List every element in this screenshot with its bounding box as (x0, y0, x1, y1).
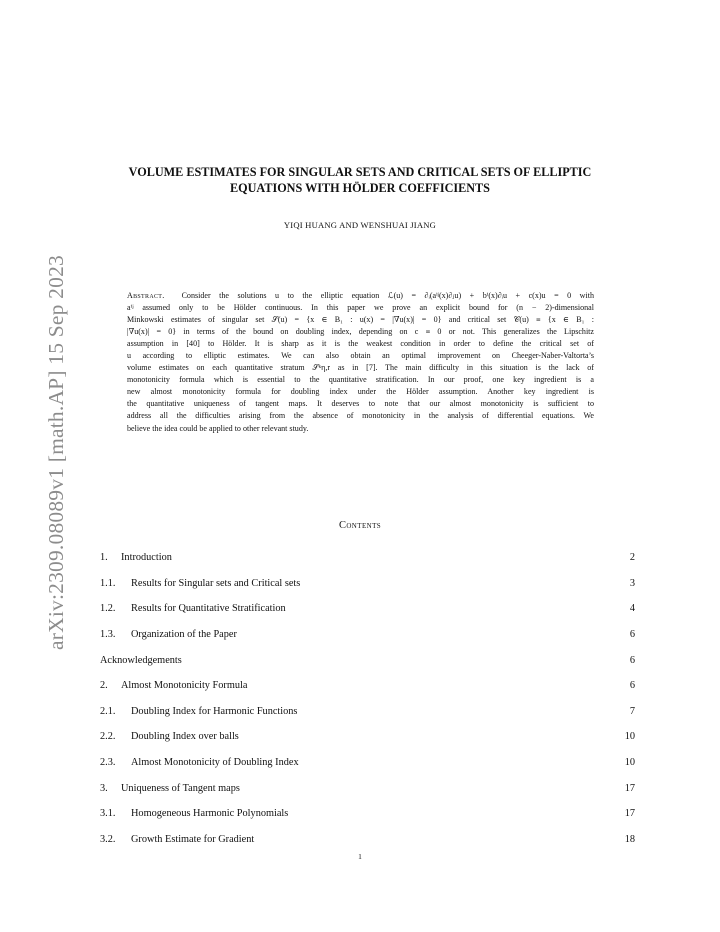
toc-page: 6 (629, 680, 635, 692)
toc-number: 3.2. (100, 834, 116, 846)
contents-heading: Contents (338, 520, 382, 531)
abstract-heading: Abstract. (127, 291, 165, 300)
toc-number: 1.2. (100, 603, 116, 615)
toc-page: 10 (624, 731, 635, 743)
toc-entry[interactable] (100, 578, 635, 604)
toc-entry[interactable] (100, 757, 635, 783)
toc-page: 10 (624, 757, 635, 769)
toc-page: 7 (629, 705, 635, 717)
abstract-line-9: new almost monotonicity formula for doubling index under the Hölder assumption. Another key ingredient is (127, 387, 594, 397)
abstract-line-1 (127, 290, 594, 302)
toc-label: Introduction (121, 552, 172, 563)
toc-number: 2. (100, 680, 108, 692)
arxiv-watermark (20, 210, 68, 650)
toc-label: Growth Estimate for Gradient (131, 834, 255, 846)
toc-page: 6 (629, 654, 635, 666)
abstract-text-1: Consider the solutions u to the elliptic equation ℒ(u) = ∂ᵢ(aⁱʲ(x)∂ⱼu) + bⁱ(x)∂ᵢu + c(x)u = 0 with (181, 291, 594, 300)
abstract-line-12: believe the idea could be applied to other relevant study. (127, 423, 309, 433)
toc-number: 3. (100, 782, 108, 794)
abstract (127, 290, 594, 435)
toc-entry[interactable] (100, 706, 635, 732)
toc-number: 3.1. (100, 808, 116, 820)
abstract-line-2: aⁱʲ assumed only to be Hölder continuous. In this paper we prove an explicit bound for (n − 2)-dimensional (127, 303, 594, 313)
toc-entry[interactable] (100, 629, 635, 655)
toc-label: Results for Singular sets and Critical sets (131, 577, 301, 589)
toc-label: Almost Monotonicity of Doubling Index (131, 757, 299, 769)
toc-entry[interactable] (100, 603, 635, 629)
abstract-line-3: Minkowski estimates of singular set 𝒮(u) = {x ∈ B₁ : u(x) = |∇u(x)| = 0} and critical set 𝒞(u) ≡ {x ∈ B₁ : (127, 315, 594, 325)
toc-label: Organization of the Paper (131, 628, 237, 640)
paper-title (100, 165, 620, 196)
toc-number: 2.3. (100, 757, 116, 769)
page-number: 1 (358, 852, 362, 861)
authors: YIQI HUANG AND WENSHUAI JIANG (283, 220, 437, 230)
toc-page: 18 (624, 834, 635, 846)
toc-label: Doubling Index for Harmonic Functions (131, 705, 298, 717)
toc-page: 2 (629, 552, 635, 563)
toc-number: 2.1. (100, 705, 116, 717)
toc-page: 4 (629, 603, 635, 615)
abstract-line-7: volume estimates on each quantitative stratum 𝒮ᵏη,r as in [7]. The main difficulty in this situation is the lack of (127, 363, 594, 373)
abstract-line-8: monotonicity formula which is essential to the quantitative stratification. In our proof, one key ingredient is a (127, 375, 594, 385)
abstract-line-5: assumption in [40] to Hölder. It is sharp as it is the weakest condition in order to define the critical set of (127, 339, 594, 349)
toc-label: Doubling Index over balls (131, 731, 239, 743)
toc-entry[interactable] (100, 731, 635, 757)
arxiv-identifier: arXiv:2309.08089v1 [math.AP] 15 Sep 2023 (44, 255, 68, 650)
toc-page: 3 (629, 577, 635, 589)
toc-number: 1.3. (100, 628, 116, 640)
toc-entry[interactable] (100, 655, 635, 681)
toc-page: 17 (624, 808, 635, 820)
abstract-line-4: |∇u(x)| = 0} in terms of the bound on doubling index, depending on c ≡ 0 or not. This generalizes the Lipschitz (127, 327, 594, 337)
toc-number: 1. (100, 552, 108, 563)
abstract-line-6: u according to elliptic estimates. We can also obtain an optimal improvement on Cheeger-Naber-Valtorta’s (127, 351, 594, 361)
table-of-contents (100, 552, 635, 860)
toc-number: 2.2. (100, 731, 116, 743)
toc-page: 17 (624, 782, 635, 794)
toc-label: Almost Monotonicity Formula (121, 680, 248, 692)
toc-label: Results for Quantitative Stratification (131, 603, 286, 615)
toc-label: Homogeneous Harmonic Polynomials (131, 808, 289, 820)
toc-number: 1.1. (100, 577, 116, 589)
toc-label: Uniqueness of Tangent maps (121, 782, 240, 794)
toc-entry[interactable] (100, 808, 635, 834)
toc-entry[interactable] (100, 552, 635, 578)
title-line-1: VOLUME ESTIMATES FOR SINGULAR SETS AND CRITICAL SETS OF ELLIPTIC (128, 165, 592, 179)
toc-entry[interactable] (100, 783, 635, 809)
toc-entry[interactable] (100, 680, 635, 706)
abstract-line-11: address all the difficulties arising from the absence of monotonicity in the analysis of differential equations. We (127, 411, 594, 421)
toc-page: 6 (629, 628, 635, 640)
toc-label: Acknowledgements (100, 654, 182, 666)
title-line-2: EQUATIONS WITH HÖLDER COEFFICIENTS (230, 180, 490, 195)
abstract-line-10: the quantitative uniqueness of tangent maps. It deserves to note that our almost monotonicity is sufficient to (127, 399, 594, 409)
